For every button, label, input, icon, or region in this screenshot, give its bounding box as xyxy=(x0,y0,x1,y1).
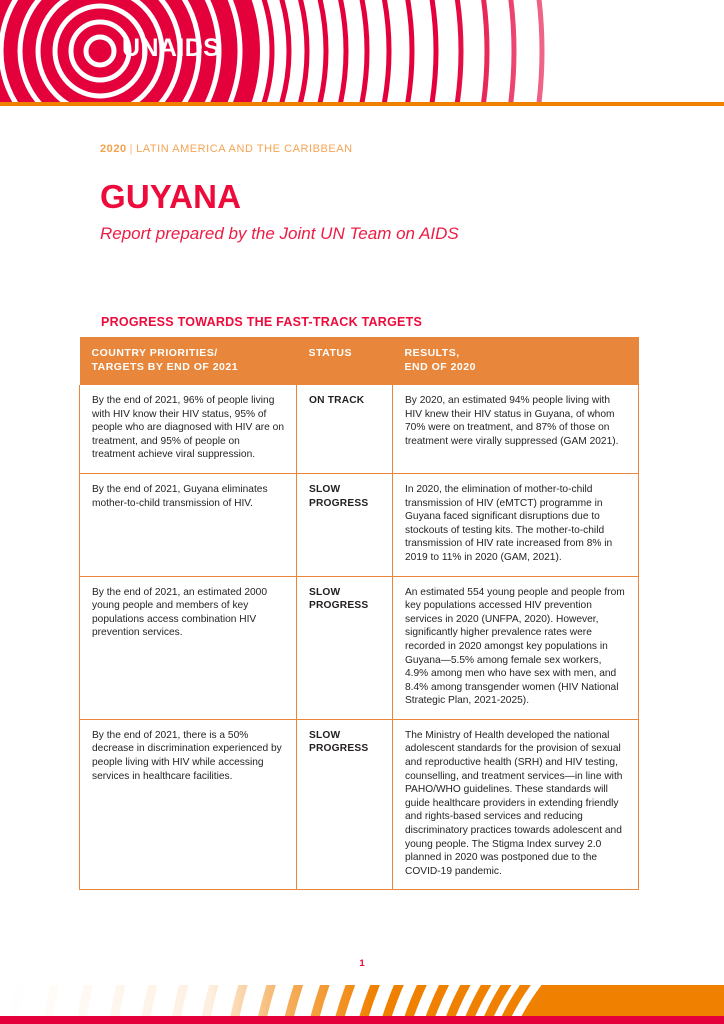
column-header-results-line1: RESULTS, xyxy=(404,347,460,359)
status-line-1: ON TRACK xyxy=(309,395,365,406)
breadcrumb-year: 2020 xyxy=(100,143,127,155)
status-line-1: SLOW xyxy=(309,729,341,741)
column-header-results-line2: END OF 2020 xyxy=(404,360,476,373)
page-header xyxy=(0,0,724,102)
status-line-1: SLOW xyxy=(309,483,341,495)
cell-priority: By the end of 2021, an estimated 2000 young people and members of key populations access combination HIV prevention services. xyxy=(80,576,297,719)
cell-priority: By the end of 2021, Guyana eliminates mother-to-child transmission of HIV. xyxy=(80,473,297,576)
status-line-1: SLOW xyxy=(309,586,341,598)
column-header-status xyxy=(297,337,393,385)
cell-result: By 2020, an estimated 94% people living with HIV knew their HIV status in Guyana, of whom 70% were on treatment, and 87% of those on treatment were virally suppressed (GAM 2021). xyxy=(393,385,639,473)
status-line-2: PROGRESS xyxy=(309,497,369,509)
table-row xyxy=(80,719,639,890)
table-row xyxy=(80,576,639,719)
cell-priority: By the end of 2021, there is a 50% decrease in discrimination experienced by people living with HIV while accessing services in healthcare facilities. xyxy=(80,719,297,890)
column-header-priorities-line1: COUNTRY PRIORITIES/ xyxy=(91,347,218,359)
table-body xyxy=(80,385,639,890)
status-badge xyxy=(297,576,393,719)
progress-table xyxy=(79,337,639,890)
page-subtitle: Report prepared by the Joint UN Team on AIDS xyxy=(100,224,459,243)
breadcrumb xyxy=(100,142,660,156)
column-header-priorities xyxy=(80,337,297,385)
breadcrumb-region: LATIN AMERICA AND THE CARIBBEAN xyxy=(136,143,353,155)
cell-result: The Ministry of Health developed the national adolescent standards for the provision of sexual and reproductive health (SRH) and HIV testing, counselling, and treatment services—in line with PAHO/WHO guidelines. These standards will guide healthcare providers in extending friendly and rights-based services and reducing discriminatory practices towards adolescent and young people. The Stigma Index survey 2.0 planned in 2020 was postponed due to the COVID-19 pandemic. xyxy=(393,719,639,890)
table-header-row xyxy=(80,337,639,385)
table-row xyxy=(80,473,639,576)
breadcrumb-separator: | xyxy=(129,143,134,155)
status-badge xyxy=(297,473,393,576)
column-header-status-line1: STATUS xyxy=(308,347,352,359)
status-badge xyxy=(297,385,393,473)
status-line-2: PROGRESS xyxy=(309,600,369,612)
title-block xyxy=(100,142,660,245)
table-header xyxy=(80,337,639,385)
status-badge xyxy=(297,719,393,890)
column-header-priorities-line2: TARGETS BY END OF 2021 xyxy=(91,360,239,373)
unaids-ripple-logo-icon xyxy=(0,0,724,102)
cell-result: In 2020, the elimination of mother-to-child transmission of HIV (eMTCT) programme in Guyana faced significant disruptions due to stockouts of testing kits. The mother-to-child transmission of HIV rate increased from 8% in 2019 to 11% in 2020 (GAM, 2021). xyxy=(393,473,639,576)
status-line-2: PROGRESS xyxy=(309,743,369,755)
unaids-wordmark: UNAIDS xyxy=(122,34,221,62)
page-number: 1 xyxy=(359,958,365,969)
footer-red-bar xyxy=(0,1016,724,1024)
page-title: GUYANA xyxy=(100,178,242,215)
cell-result: An estimated 554 young people and people from key populations accessed HIV prevention services in 2020 (UNFPA, 2020). However, significantly higher prevalence rates were recorded in 2020 amongst key populations in Guyana—5.5% among female sex workers, 4.9% among men who have sex with men, and 8.4% among transgender women (HIV National Strategic Plan, 2021-2025). xyxy=(393,576,639,719)
header-orange-rule xyxy=(0,102,724,106)
cell-priority: By the end of 2021, 96% of people living with HIV know their HIV status, 95% of people who are diagnosed with HIV are on treatment, and 95% of people on treatment achieve viral suppression. xyxy=(80,385,297,473)
table-row xyxy=(80,385,639,473)
section-heading: PROGRESS TOWARDS THE FAST-TRACK TARGETS xyxy=(101,315,423,329)
column-header-results xyxy=(393,337,639,385)
